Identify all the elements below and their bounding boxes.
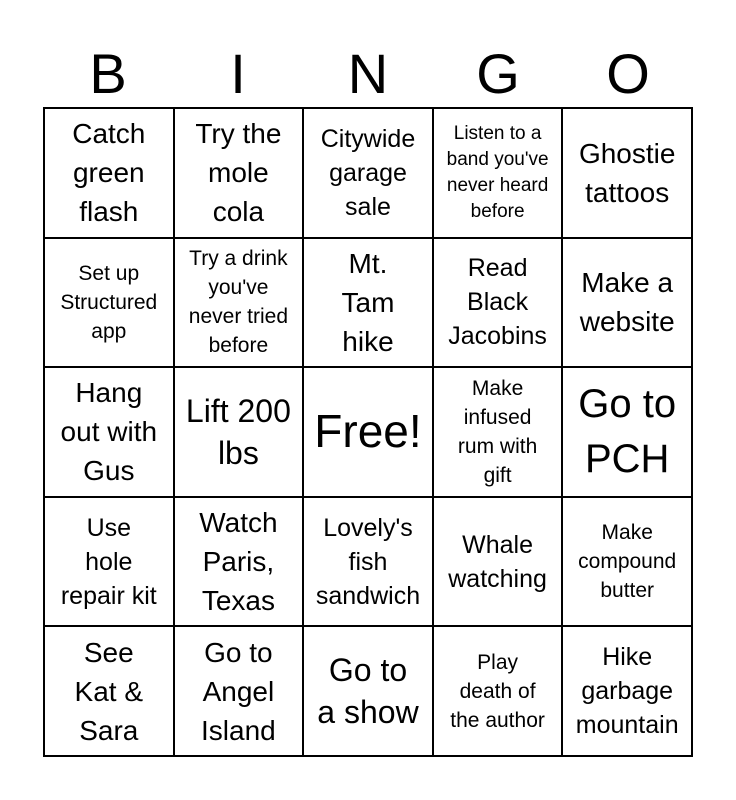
bingo-cell-label: Go to a show: [317, 652, 419, 731]
bingo-cell-label: Use hole repair kit: [60, 513, 157, 610]
bingo-cell-label: Whale watching: [448, 530, 547, 593]
header-letter-o: O: [606, 42, 650, 105]
bingo-cell-make-a-website[interactable]: [562, 238, 692, 368]
bingo-cell-ghostie-tattoos[interactable]: [562, 108, 692, 238]
bingo-cell-label: Make a website: [579, 267, 675, 338]
bingo-cell-set-up-structured-app[interactable]: [44, 238, 174, 368]
bingo-cell-hang-out-with-gus[interactable]: [44, 367, 174, 497]
bingo-cell-label: Listen to a band you've never heard before: [446, 122, 549, 222]
header-letter-g: G: [476, 42, 520, 105]
bingo-cell-hike-garbage-mountain[interactable]: [562, 626, 692, 756]
bingo-cell-label: Try a drink you've never tried before: [188, 247, 288, 358]
bingo-cell-label: Try the mole cola: [195, 118, 282, 228]
bingo-cell-label: Hang out with Gus: [60, 377, 158, 487]
bingo-cell-label: Set up Structured app: [60, 261, 158, 343]
bingo-cell-play-death-of-the-author[interactable]: [433, 626, 563, 756]
bingo-grid: [43, 107, 693, 757]
bingo-cell-lovelys-fish-sandwich[interactable]: [303, 497, 433, 627]
bingo-cell-label: Read Black Jacobins: [448, 254, 547, 351]
bingo-cell-go-to-a-show[interactable]: [303, 626, 433, 756]
bingo-cell-try-new-drink[interactable]: [174, 238, 304, 368]
header-letter-n: N: [347, 42, 389, 105]
bingo-cell-label: Watch Paris, Texas: [199, 507, 278, 617]
bingo-cell-label: Play death of the author: [450, 650, 545, 732]
bingo-cell-make-compound-butter[interactable]: [562, 497, 692, 627]
bingo-cell-label: Go to PCH: [578, 381, 677, 481]
bingo-cell-use-hole-repair-kit[interactable]: [44, 497, 174, 627]
bingo-cell-citywide-garage-sale[interactable]: [303, 108, 433, 238]
bingo-cell-label: Make compound butter: [578, 521, 677, 603]
bingo-cell-try-mole-cola[interactable]: [174, 108, 304, 238]
bingo-cell-lift-200-lbs[interactable]: [174, 367, 304, 497]
bingo-cell-label: Citywide garage sale: [320, 124, 416, 221]
bingo-cell-label: Free!: [314, 405, 422, 458]
bingo-cell-make-infused-rum[interactable]: [433, 367, 563, 497]
bingo-cell-label: Go to Angel Island: [201, 636, 276, 746]
bingo-cell-catch-green-flash[interactable]: [44, 108, 174, 238]
bingo-cell-free[interactable]: [303, 367, 433, 497]
bingo-cell-label: Mt. Tam hike: [341, 247, 395, 357]
bingo-cell-label: Lift 200 lbs: [185, 392, 291, 471]
bingo-cell-label: See Kat & Sara: [74, 636, 144, 746]
bingo-cell-whale-watching[interactable]: [433, 497, 563, 627]
bingo-cell-read-black-jacobins[interactable]: [433, 238, 563, 368]
bingo-cell-label: Hike garbage mountain: [575, 643, 679, 740]
bingo-cell-listen-new-band[interactable]: [433, 108, 563, 238]
header-letter-b: B: [89, 42, 127, 105]
bingo-cell-label: Lovely's fish sandwich: [315, 513, 421, 610]
bingo-header: [43, 40, 693, 108]
bingo-cell-mt-tam-hike[interactable]: [303, 238, 433, 368]
bingo-cell-go-to-pch[interactable]: [562, 367, 692, 497]
bingo-cell-label: Ghostie tattoos: [578, 137, 676, 208]
bingo-cell-watch-paris-texas[interactable]: [174, 497, 304, 627]
bingo-cell-label: Catch green flash: [72, 118, 146, 228]
bingo-cell-see-kat-and-sara[interactable]: [44, 626, 174, 756]
header-letter-i: I: [230, 42, 246, 105]
bingo-cell-go-to-angel-island[interactable]: [174, 626, 304, 756]
bingo-cell-label: Make infused rum with gift: [457, 376, 538, 487]
